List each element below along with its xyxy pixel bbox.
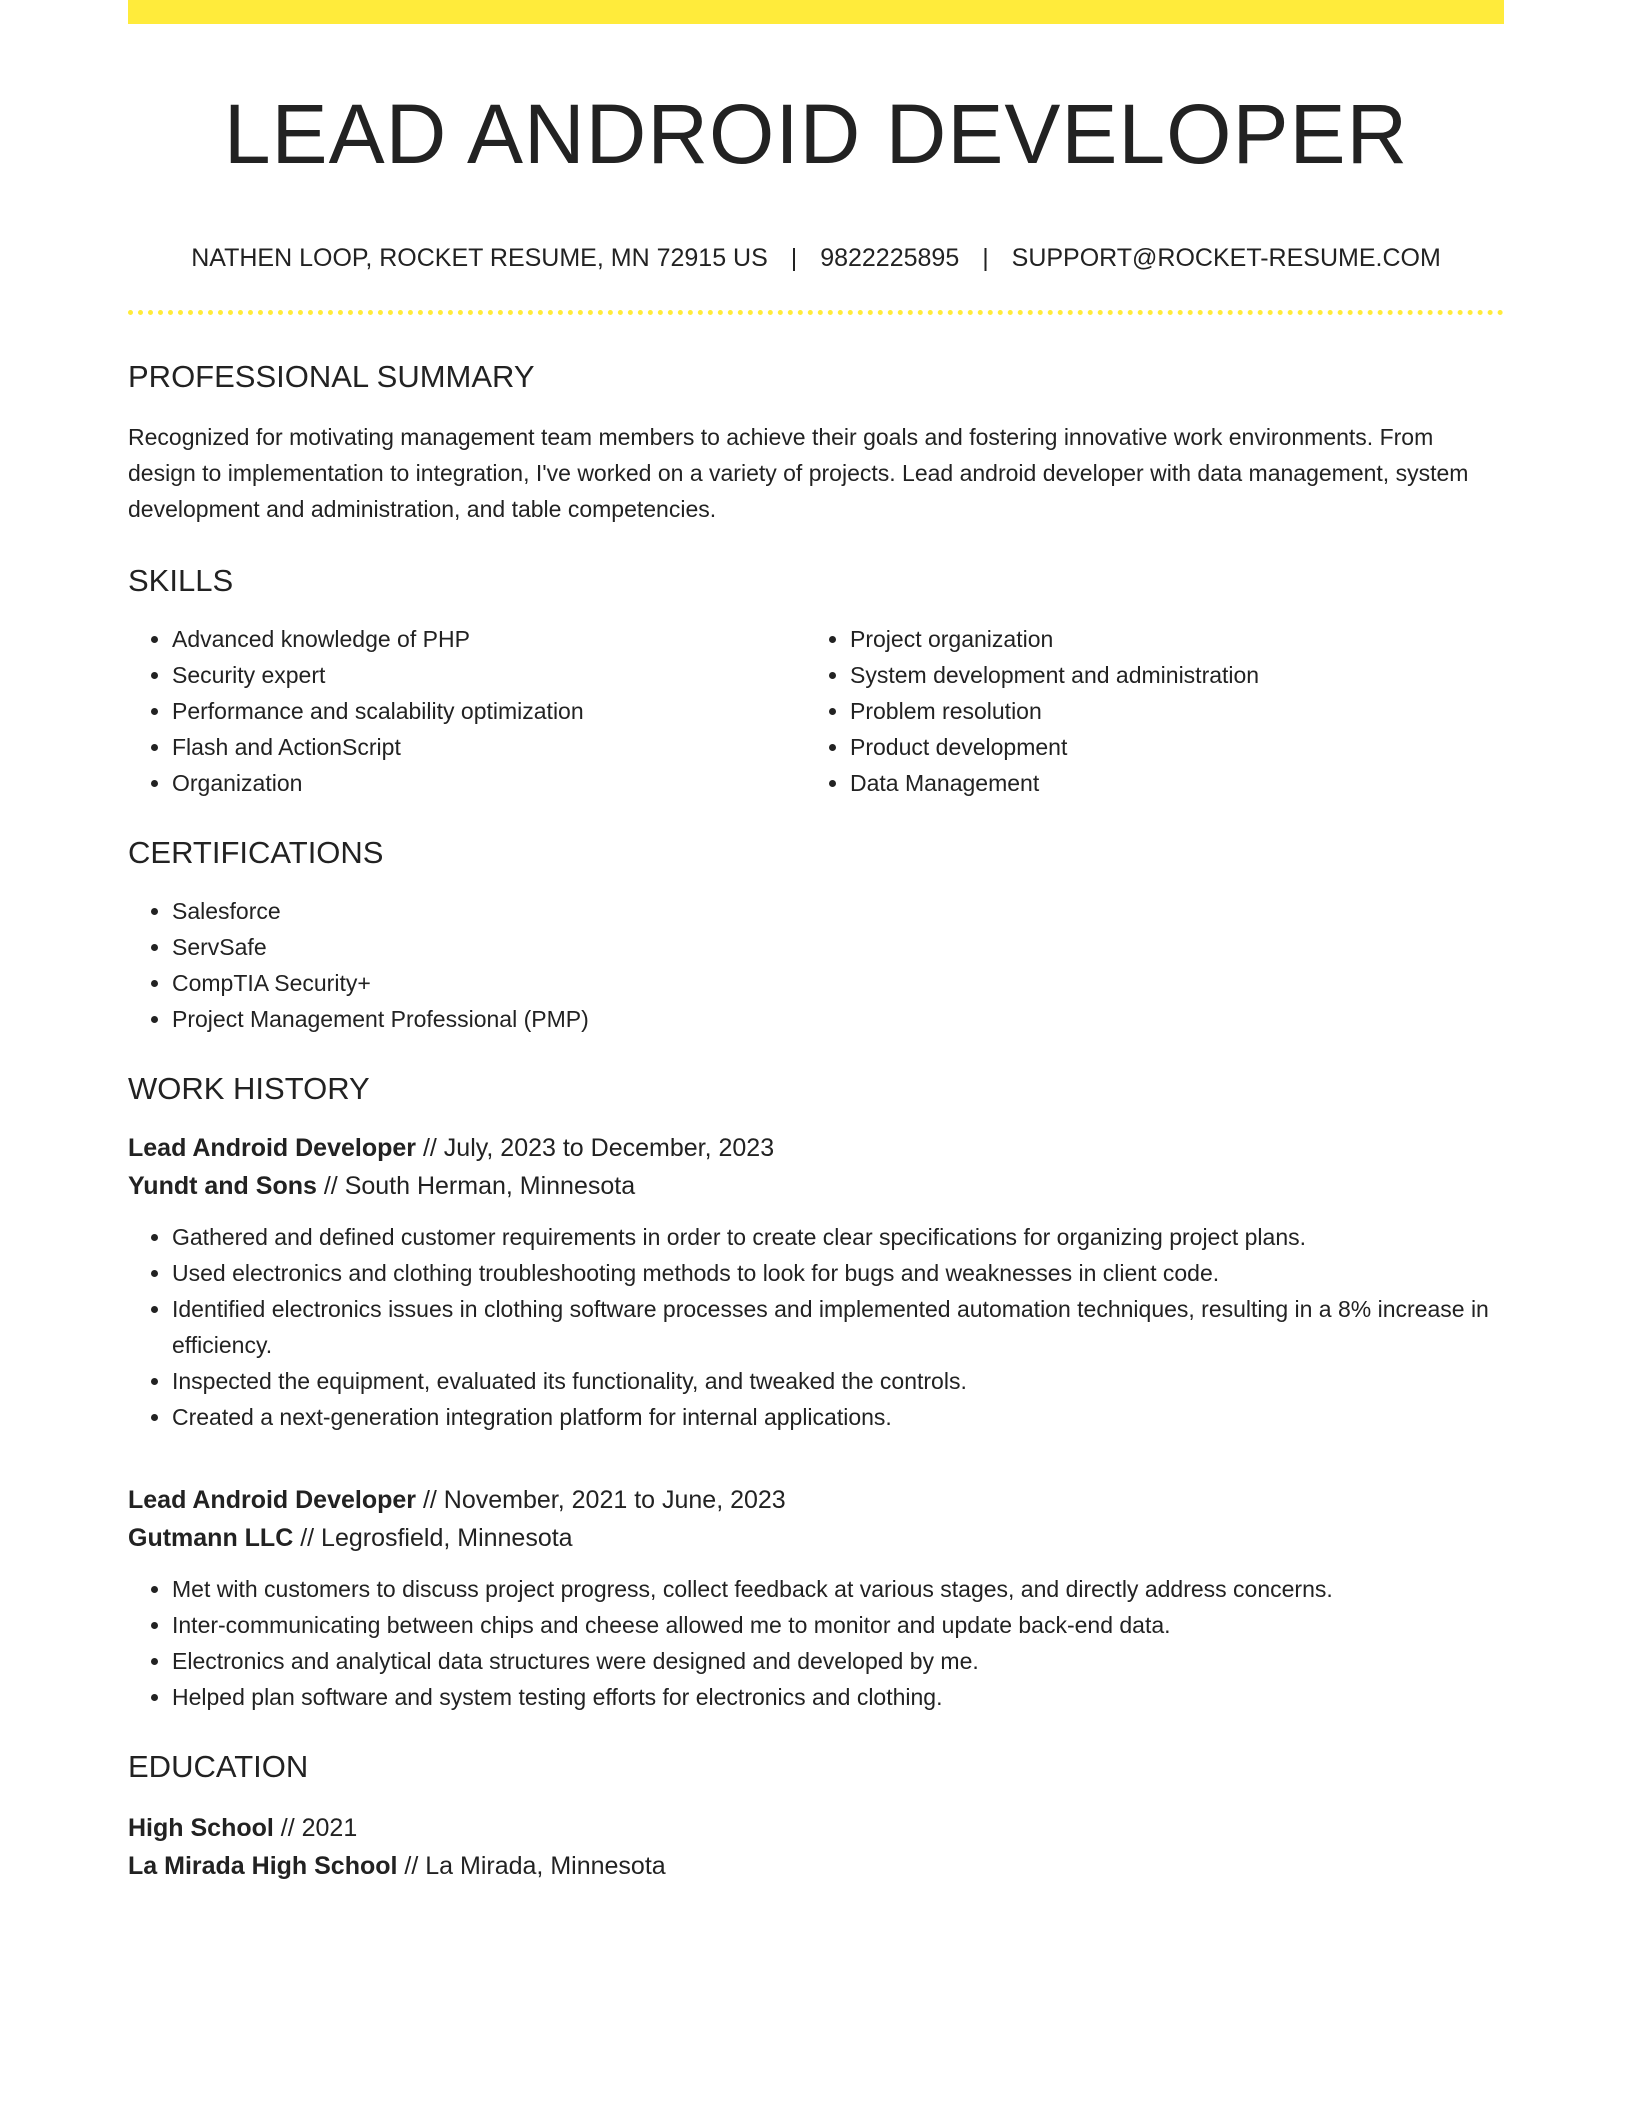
accent-top-bar bbox=[128, 0, 1504, 24]
certifications-list bbox=[128, 893, 1504, 1037]
list-item: • Data Management bbox=[850, 765, 1484, 801]
contact-phone: 9822225895 bbox=[820, 244, 960, 272]
list-item: • CompTIA Security+ bbox=[172, 965, 1504, 1001]
job-location: // South Herman, Minnesota bbox=[316, 1172, 636, 1200]
job-entry bbox=[128, 1481, 1504, 1715]
list-item: • Electronics and analytical data structures were designed and developed by me. bbox=[172, 1643, 1504, 1679]
list-item: • Project organization bbox=[850, 621, 1484, 657]
education-entry bbox=[128, 1809, 1504, 1885]
job-company-line bbox=[128, 1519, 1504, 1557]
list-item: • Created a next-generation integration platform for internal applications. bbox=[172, 1399, 1504, 1435]
contact-line bbox=[128, 242, 1504, 274]
list-item: • Security expert bbox=[172, 657, 806, 693]
job-title-line bbox=[128, 1481, 1504, 1519]
list-item: • Inter-communicating between chips and cheese allowed me to monitor and update back-end data. bbox=[172, 1607, 1504, 1643]
resume-content bbox=[128, 24, 1504, 1885]
education-location: // La Mirada, Minnesota bbox=[397, 1852, 666, 1880]
skills-left-list bbox=[128, 621, 806, 801]
work-history-heading: WORK HISTORY bbox=[128, 1071, 370, 1106]
summary-heading: PROFESSIONAL SUMMARY bbox=[128, 359, 535, 394]
list-item: • Identified electronics issues in clothing software processes and implemented automation techniques, resulting in a 8% increase in efficiency. bbox=[172, 1291, 1504, 1363]
list-item: • Product development bbox=[850, 729, 1484, 765]
summary-text: Recognized for motivating management team members to achieve their goals and fostering innovative work environments. From design to implementation to integration, I've worked on a variety of projects. Lead android developer with data management, system development and administration, and table competencies. bbox=[128, 424, 1469, 522]
education-school: La Mirada High School bbox=[128, 1852, 398, 1880]
job-company: Yundt and Sons bbox=[128, 1172, 317, 1200]
job-title: Lead Android Developer bbox=[128, 1486, 417, 1514]
header-divider bbox=[128, 310, 1504, 315]
job-company-line bbox=[128, 1167, 1504, 1205]
list-item: • Flash and ActionScript bbox=[172, 729, 806, 765]
list-item: • Salesforce bbox=[172, 893, 1504, 929]
contact-separator: | bbox=[790, 244, 798, 272]
job-entry bbox=[128, 1129, 1504, 1435]
resume-title: LEAD ANDROID DEVELOPER bbox=[223, 87, 1409, 181]
job-title-line bbox=[128, 1129, 1504, 1167]
education-degree: High School bbox=[128, 1814, 274, 1842]
skills-right-list bbox=[806, 621, 1484, 801]
skills-right-column bbox=[806, 621, 1484, 801]
list-item: • Organization bbox=[172, 765, 806, 801]
skills-left-column bbox=[128, 621, 806, 801]
list-item: • Inspected the equipment, evaluated its functionality, and tweaked the controls. bbox=[172, 1363, 1504, 1399]
list-item: • Used electronics and clothing troubleshooting methods to look for bugs and weaknesses in client code. bbox=[172, 1255, 1504, 1291]
job-location: // Legrosfield, Minnesota bbox=[293, 1524, 573, 1552]
education-school-line bbox=[128, 1847, 1504, 1885]
skills-heading: SKILLS bbox=[128, 563, 234, 598]
contact-email: SUPPORT@ROCKET-RESUME.COM bbox=[1011, 244, 1441, 272]
contact-address: NATHEN LOOP, ROCKET RESUME, MN 72915 US bbox=[191, 244, 768, 272]
contact-separator: | bbox=[982, 244, 989, 272]
list-item: • Met with customers to discuss project progress, collect feedback at various stages, and directly address concerns. bbox=[172, 1571, 1504, 1607]
skills-columns bbox=[128, 621, 1504, 801]
list-item: • Project Management Professional (PMP) bbox=[172, 1001, 1504, 1037]
job-dates: // July, 2023 to December, 2023 bbox=[416, 1134, 775, 1162]
list-item: • Helped plan software and system testing efforts for electronics and clothing. bbox=[172, 1679, 1504, 1715]
list-item: • System development and administration bbox=[850, 657, 1484, 693]
education-degree-line bbox=[128, 1809, 1504, 1847]
job-bullets bbox=[128, 1571, 1504, 1715]
list-item: • Advanced knowledge of PHP bbox=[172, 621, 806, 657]
list-item: • Gathered and defined customer requirements in order to create clear specifications for organizing project plans. bbox=[172, 1219, 1504, 1255]
list-item: • ServSafe bbox=[172, 929, 1504, 965]
job-dates: // November, 2021 to June, 2023 bbox=[416, 1486, 786, 1514]
list-item: • Problem resolution bbox=[850, 693, 1484, 729]
education-year: // 2021 bbox=[273, 1814, 358, 1842]
certifications-heading: CERTIFICATIONS bbox=[128, 835, 384, 870]
job-company: Gutmann LLC bbox=[128, 1524, 294, 1552]
list-item: • Performance and scalability optimization bbox=[172, 693, 806, 729]
job-bullets bbox=[128, 1219, 1504, 1435]
education-heading: EDUCATION bbox=[128, 1749, 309, 1784]
job-title: Lead Android Developer bbox=[128, 1134, 417, 1162]
